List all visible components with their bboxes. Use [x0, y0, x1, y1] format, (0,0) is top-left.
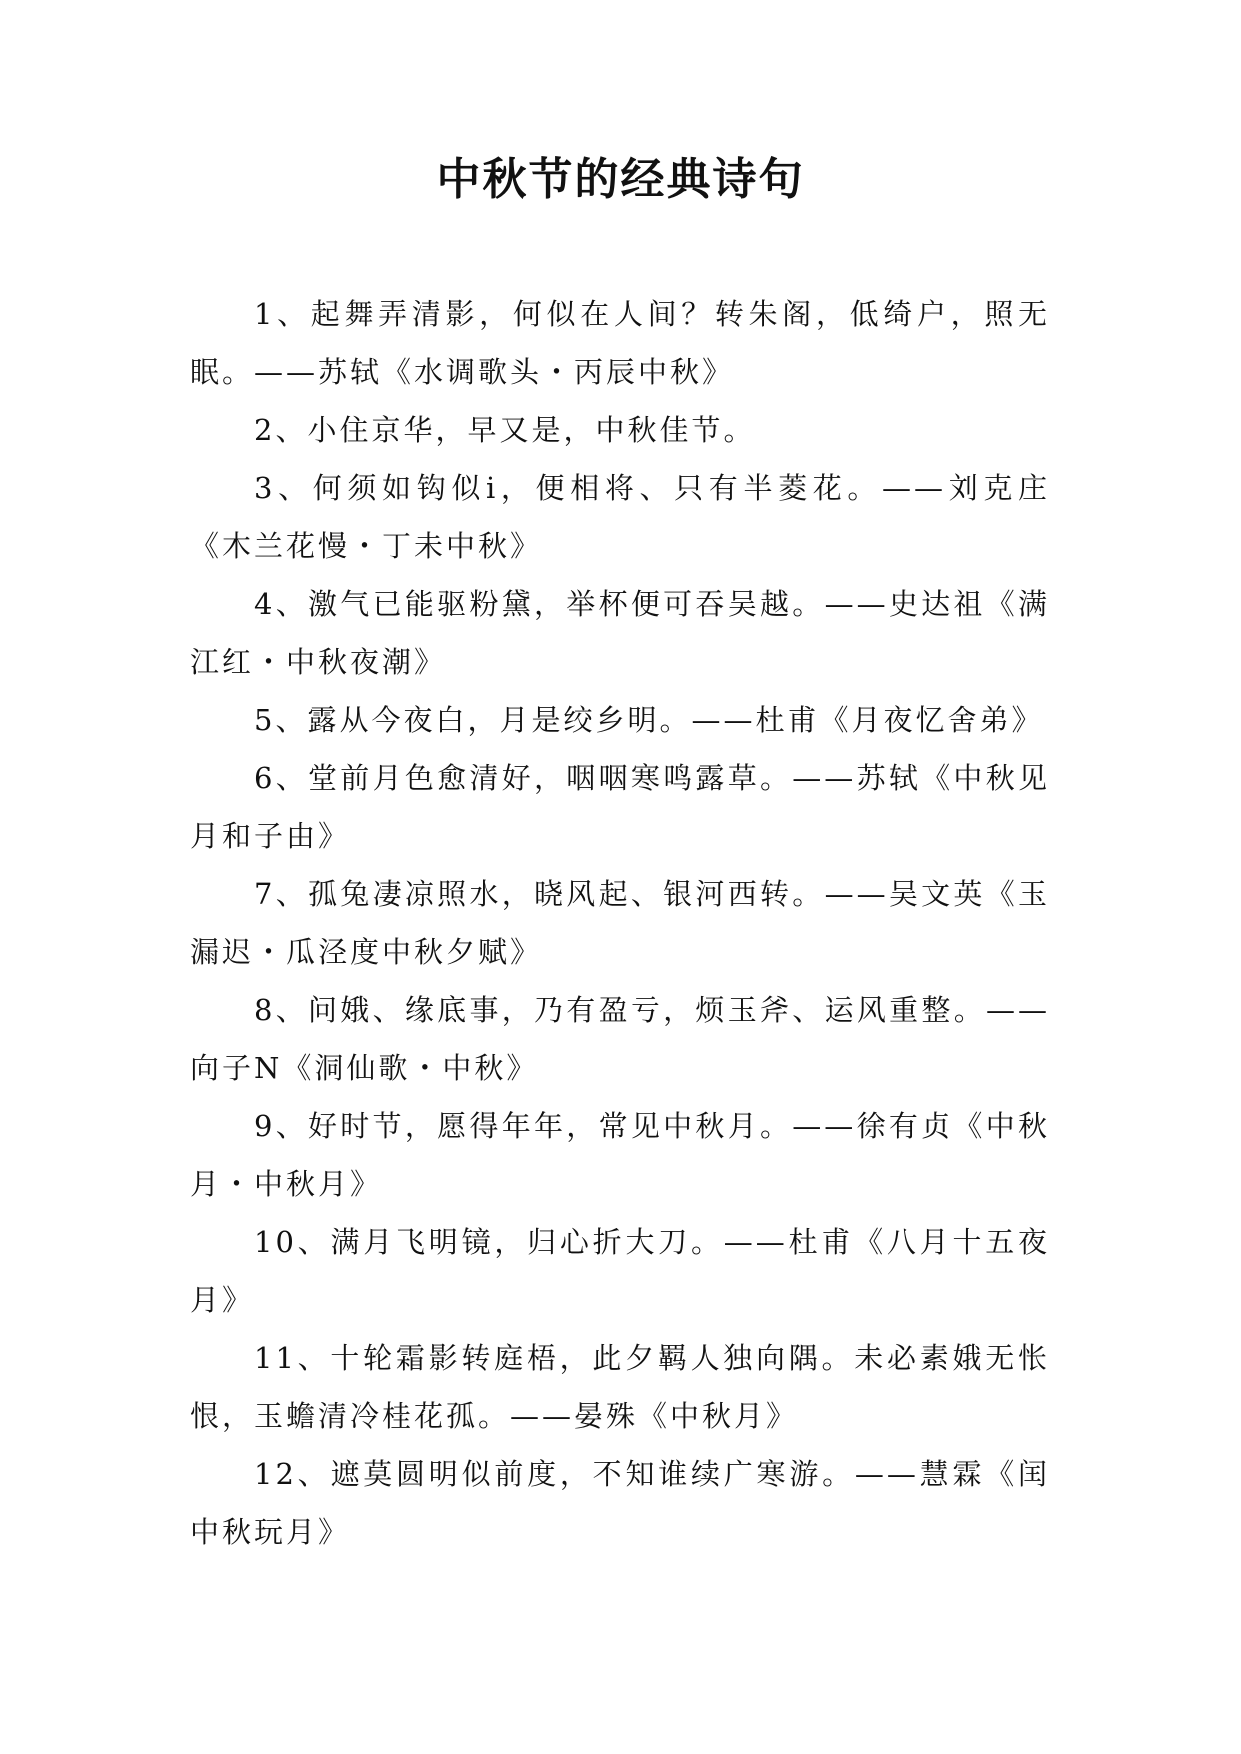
- document-title: 中秋节的经典诗句: [436, 154, 805, 205]
- poem-item: 6、堂前月色愈清好，咽咽寒鸣露草。——苏轼《中秋见月和子由》: [190, 761, 1050, 853]
- poem-item: 10、满月飞明镜，归心折大刀。——杜甫《八月十五夜月》: [190, 1225, 1050, 1317]
- poem-item: 1、起舞弄清影，何似在人间？转朱阁，低绮户，照无眠。——苏轼《水调歌头・丙辰中秋》: [190, 297, 1050, 389]
- poem-item: 8、问娥、缘底事，乃有盈亏，烦玉斧、运风重整。——向子N《洞仙歌・中秋》: [190, 993, 1050, 1085]
- poem-item: 7、孤兔凄凉照水，晓风起、银河西转。——吴文英《玉漏迟・瓜泾度中秋夕赋》: [190, 877, 1050, 969]
- poem-item: 11、十轮霜影转庭梧，此夕羁人独向隅。未必素娥无怅恨，玉蟾清冷桂花孤。——晏殊《中秋月》: [190, 1341, 1050, 1433]
- poem-item: 4、激气已能驱粉黛，举杯便可吞吴越。——史达祖《满江红・中秋夜潮》: [190, 587, 1050, 679]
- poem-list: [190, 285, 1050, 1561]
- poem-item: 2、小住京华，早又是，中秋佳节。: [254, 413, 756, 447]
- poem-item: 9、好时节，愿得年年，常见中秋月。——徐有贞《中秋月・中秋月》: [190, 1109, 1050, 1201]
- poem-item: 5、露从今夜白，月是绞乡明。——杜甫《月夜忆舍弟》: [254, 703, 1044, 737]
- poem-item: 3、何须如钩似i，便相将、只有半菱花。——刘克庄《木兰花慢・丁未中秋》: [190, 471, 1050, 563]
- poem-item: 12、遮莫圆明似前度，不知谁续广寒游。——慧霖《闰中秋玩月》: [190, 1457, 1050, 1549]
